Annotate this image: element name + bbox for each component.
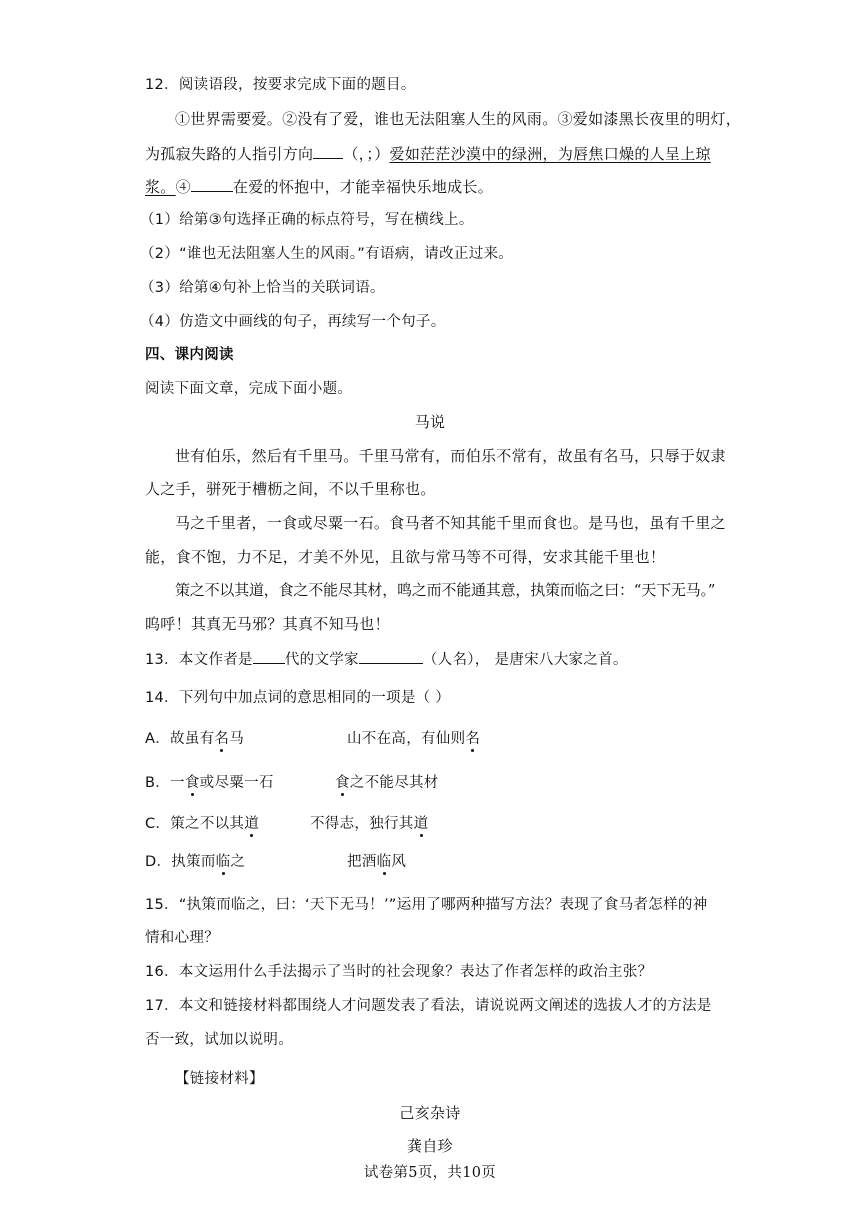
dotted-word: 临 [376, 854, 392, 870]
q14-option-c-compare: 不得志，独行其道 [310, 816, 429, 832]
dotted-word: 临 [215, 854, 231, 870]
q12-subquestion-1: （1）给第③句选择正确的标点符号，写在横线上。 [140, 212, 474, 228]
poem-title: 己亥杂诗 [399, 1104, 461, 1122]
passage-title: 马说 [414, 413, 446, 431]
passage-para3-line2: 呜呼！其真无马邪？其真不知马也！ [145, 615, 390, 633]
q14-option-a-compare: 山不在高，有仙则名 [347, 731, 481, 747]
answer-blank-dynasty[interactable] [253, 648, 285, 664]
q17-line2: 否一致，试加以说明。 [145, 1032, 293, 1048]
q17-line1: 17．本文和链接材料都围绕人才问题发表了看法，请说说两文阐述的选拔人才的方法是 [145, 998, 712, 1014]
q15-line1: 15．“执策而临之，曰：‘天下无马！’”运用了哪两种描写方法？表现了食马者怎样的神 [145, 897, 708, 913]
q14-option-d[interactable]: D．执策而临之 把酒临风 [145, 854, 407, 870]
poem-author: 龚自珍 [407, 1137, 453, 1155]
q14-option-b-compare: 食之不能尽其材 [335, 775, 439, 791]
q13: 13．本文作者是 代的文学家 （人名）， 是唐宋八大家之首。 [145, 648, 628, 670]
answer-blank-punctuation[interactable] [313, 143, 343, 159]
dotted-word: 名 [465, 731, 481, 747]
section-heading: 四、课内阅读 [145, 347, 234, 363]
q12-subquestion-3: （3）给第④句补上恰当的关联词语。 [140, 280, 385, 296]
dotted-word: 食 [335, 775, 350, 791]
dotted-word: 道 [413, 816, 429, 832]
q12-passage-line3: 浆。④ 在爱的怀抱中，才能幸福快乐地成长。 [145, 178, 494, 196]
passage-para2-line2: 能，食不饱，力不足，才美不外见，且欲与常马等不可得，安求其能千里也！ [145, 548, 666, 566]
q15-line2: 情和心理？ [145, 930, 219, 946]
q12-subquestion-4: （4）仿造文中画线的句子，再续写一个句子。 [140, 314, 446, 330]
dotted-word: 名 [214, 731, 230, 747]
q14-option-a[interactable]: A．故虽有名马 山不在高，有仙则名 [145, 731, 481, 747]
q14-option-c[interactable]: C．策之不以其道 不得志，独行其道 [145, 816, 429, 832]
answer-blank-conjunction[interactable] [191, 176, 233, 192]
dotted-word: 食 [184, 775, 200, 791]
q12-header: 12．阅读语段，按要求完成下面的题目。 [145, 77, 416, 93]
q12-passage-line2: 为孤寂失路的人指引方向 （，；）爱如茫茫沙漠中的绿洲，为唇焦口燥的人呈上琼 [145, 145, 711, 163]
passage-para1-line1: 世有伯乐，然后有千里马。千里马常有，而伯乐不常有，故虽有名马，只辱于奴隶 [175, 447, 726, 465]
q14-stem: 14．下列句中加点词的意思相同的一项是（ ） [145, 690, 451, 706]
q12-subquestion-2: （2）“谁也无法阻塞人生的风雨。”有语病，请改正过来。 [140, 246, 514, 262]
passage-para1-line2: 人之手，骈死于槽枥之间，不以千里称也。 [145, 480, 436, 498]
passage-para2-line1: 马之千里者，一食或尽粟一石。食马者不知其能千里而食也。是马也，虽有千里之 [175, 514, 726, 532]
q12-passage-line1: ①世界需要爱。②没有了爱，谁也无法阻塞人生的风雨。③爱如漆黑长夜里的明灯， [175, 110, 742, 128]
section-intro: 阅读下面文章，完成下面小题。 [145, 381, 353, 397]
answer-blank-author[interactable] [359, 648, 423, 664]
q14-option-d-compare: 把酒临风 [347, 854, 407, 870]
underlined-sentence: 爱如茫茫沙漠中的绿洲，为唇焦口燥的人呈上琼 [389, 145, 711, 163]
underlined-sentence-end: 浆。 [145, 178, 176, 196]
passage-para3-line1: 策之不以其道，食之不能尽其材，鸣之而不能通其意，执策而临之曰：“天下无马。” [175, 581, 716, 599]
dotted-word: 道 [244, 816, 260, 832]
q16: 16．本文运用什么手法揭示了当时的社会现象？表达了作者怎样的政治主张？ [145, 964, 653, 980]
q14-option-b[interactable]: B．一食或尽粟一石 食之不能尽其材 [145, 775, 439, 791]
link-material-label: 【链接材料】 [175, 1071, 264, 1087]
page-footer: 试卷第5页，共10页 [363, 1165, 497, 1181]
